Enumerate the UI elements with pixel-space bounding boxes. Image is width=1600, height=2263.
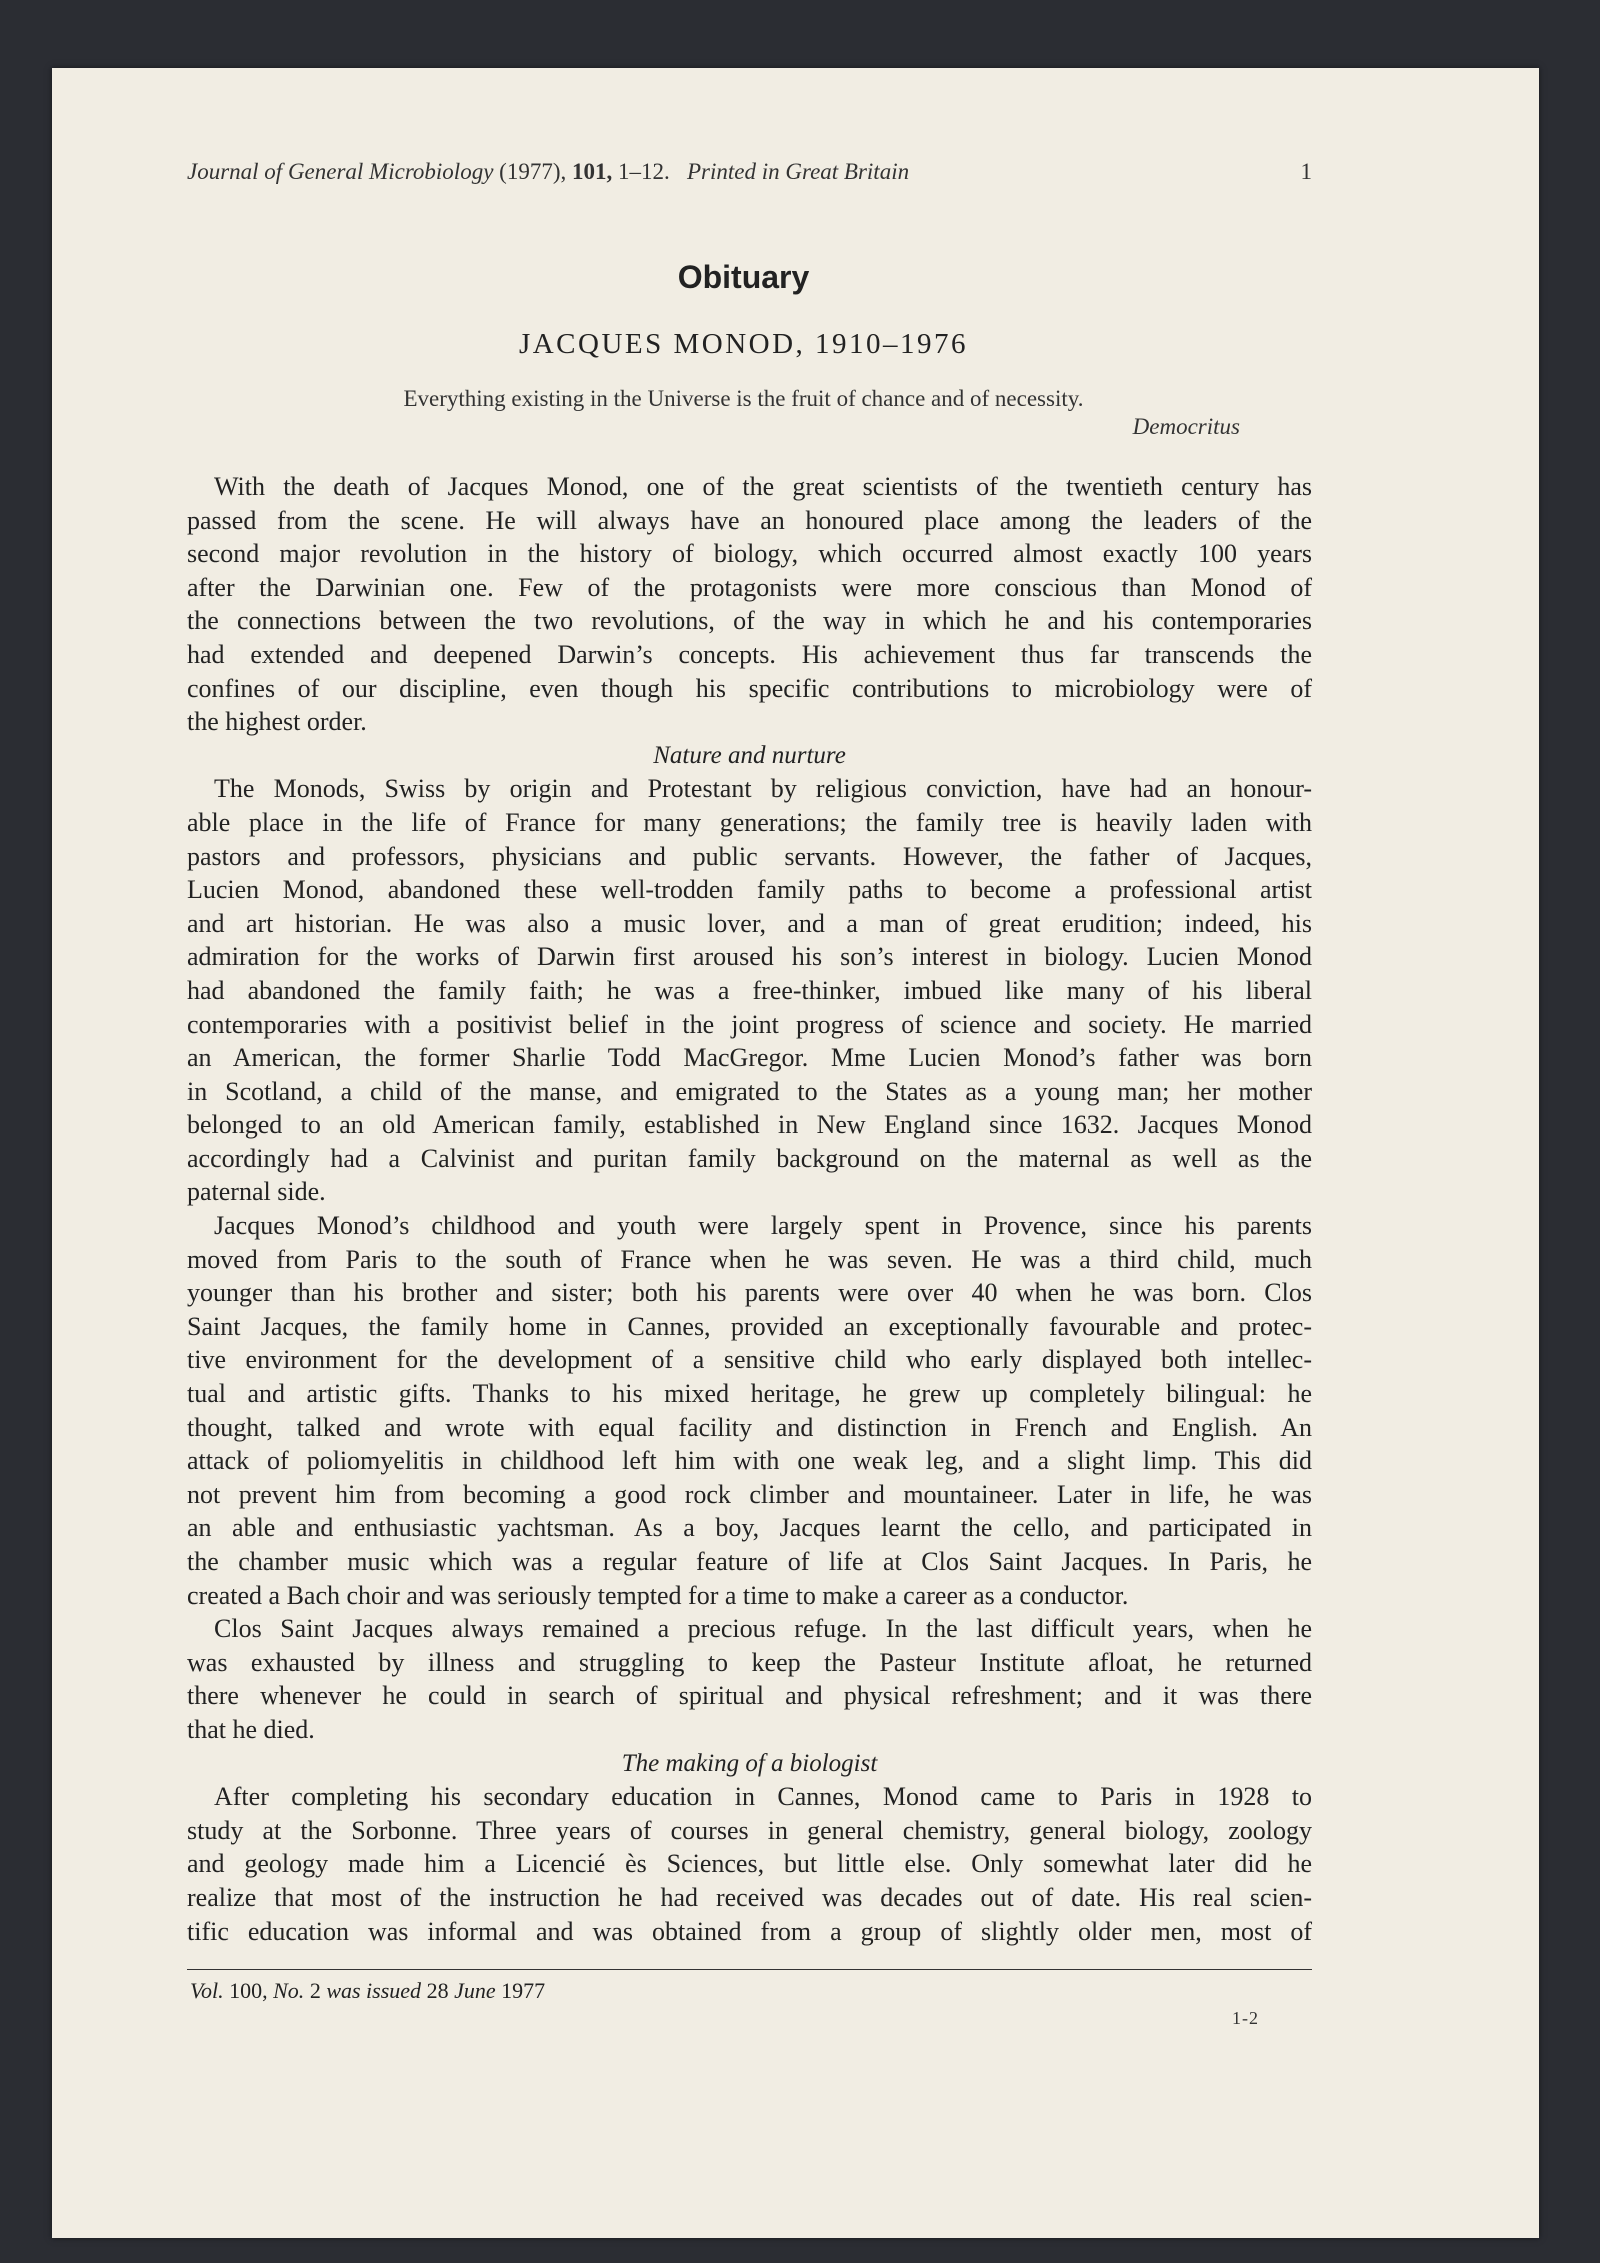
body-line: that he died. — [187, 1714, 315, 1744]
body-line: an able and enthusiastic yachtsman. As a boy, Jacques learnt the cello, and participated in — [187, 1513, 1312, 1543]
body-line: paternal side. — [187, 1177, 326, 1207]
body-line: there whenever he could in search of spiritual and physical refreshment; and it was there — [187, 1681, 1312, 1711]
body-line: moved from Paris to the south of France when he was seven. He was a third child, much — [187, 1244, 1312, 1274]
body-line: After completing his secondary education in Cannes, Monod came to Paris in 1928 to — [214, 1782, 1312, 1812]
epigraph-attribution: Democritus — [1132, 414, 1240, 439]
body-line: and art historian. He was also a music lover, and a man of great erudition; indeed, his — [187, 908, 1312, 938]
obituary-subject: JACQUES MONOD, 1910–1976 — [518, 328, 969, 360]
journal-year: (1977), — [499, 159, 567, 184]
body-line: the chamber music which was a regular feature of life at Clos Saint Jacques. In Paris, he — [187, 1547, 1312, 1576]
footnote-year: 1977 — [501, 1978, 546, 2003]
body-line: confines of our discipline, even though his specific contributions to microbiology were of — [187, 673, 1312, 703]
body-line: belonged to an old American family, established in New England since 1632. Jacques Monod — [187, 1110, 1312, 1140]
body-line: had extended and deepened Darwin’s concepts. His achievement thus far transcends the — [187, 639, 1312, 669]
footnote-no: No. — [273, 1978, 305, 2003]
body-line: younger than his brother and sister; both his parents were over 40 when he was born. Clos — [187, 1278, 1312, 1308]
body-line: second major revolution in the history of biology, which occurred almost exactly 100 years — [187, 539, 1312, 569]
body-line: Jacques Monod’s childhood and youth were largely spent in Provence, since his parents — [214, 1211, 1312, 1241]
footnote-divider — [187, 1969, 1312, 1970]
body-line: With the death of Jacques Monod, one of the great scientists of the twentieth century has — [214, 472, 1312, 501]
body-line: attack of poliomyelitis in childhood left him with one weak leg, and a slight limp. This did — [187, 1446, 1312, 1476]
running-header — [187, 159, 1312, 185]
page-number: 1 — [1300, 159, 1312, 184]
body-line: created a Bach choir and was seriously tempted for a time to make a career as a conductor. — [187, 1580, 1129, 1610]
body-line: the highest order. — [187, 707, 367, 737]
body-line: in Scotland, a child of the manse, and emigrated to the States as a young man; her mother — [187, 1076, 1312, 1106]
journal-name: Journal of General Microbiology — [187, 159, 494, 184]
section-heading: Nature and nurture — [653, 741, 846, 769]
body-line: tific education was informal and was obtained from a group of slightly older men, most of — [187, 1916, 1312, 1946]
epigraph-quote: Everything existing in the Universe is the fruit of chance and of necessity. — [403, 386, 1084, 411]
body-line: passed from the scene. He will always have an honoured place among the leaders of the — [187, 505, 1312, 535]
body-line: not prevent him from becoming a good rock climber and mountaineer. Later in life, he was — [187, 1479, 1312, 1509]
body-line: tive environment for the development of a sensitive child who early displayed both intellec- — [187, 1345, 1312, 1375]
issue-footnote — [190, 1978, 545, 2004]
body-line: tual and artistic gifts. Thanks to his mixed heritage, he grew up completely bilingual: he — [187, 1379, 1312, 1409]
footnote-month: June — [454, 1978, 496, 2003]
body-line: pastors and professors, physicians and public servants. However, the father of Jacques, — [187, 841, 1312, 871]
body-line: The Monods, Swiss by origin and Protestant by religious conviction, have had an honour- — [214, 774, 1312, 804]
body-line: after the Darwinian one. Few of the protagonists were more conscious than Monod of — [187, 572, 1312, 602]
body-line: thought, talked and wrote with equal facility and distinction in French and English. An — [187, 1412, 1312, 1442]
body-line: realize that most of the instruction he had received was decades out of date. His real scien- — [187, 1882, 1312, 1912]
section-heading: The making of a biologist — [621, 1749, 878, 1777]
body-line: study at the Sorbonne. Three years of courses in general chemistry, general biology, zoology — [187, 1815, 1312, 1845]
body-line: Saint Jacques, the family home in Cannes, provided an exceptionally favourable and protec- — [187, 1311, 1312, 1341]
footnote-vol: Vol. — [190, 1978, 224, 2003]
body-line: Clos Saint Jacques always remained a precious refuge. In the last difficult years, when he — [214, 1614, 1312, 1644]
article-body — [187, 470, 1312, 1948]
footnote-date: 28 — [426, 1978, 449, 2003]
body-line: contemporaries with a positivist belief in the joint progress of science and society. He married — [187, 1009, 1312, 1039]
body-line: Lucien Monod, abandoned these well-trodden family paths to become a professional artist — [187, 875, 1312, 905]
footnote-vol-number: 100, — [229, 1978, 268, 2003]
body-line: able place in the life of France for many generations; the family tree is heavily laden with — [187, 807, 1312, 837]
printed-note: Printed in Great Britain — [686, 159, 910, 184]
body-line: and geology made him a Licencié ès Sciences, but little else. Only somewhat later did he — [187, 1849, 1312, 1879]
body-line: accordingly had a Calvinist and puritan family background on the maternal as well as the — [187, 1143, 1312, 1173]
journal-volume: 101, — [571, 159, 613, 184]
body-line: an American, the former Sharlie Todd MacGregor. Mme Lucien Monod’s father was born — [187, 1043, 1312, 1073]
journal-pages: 1–12. — [617, 159, 670, 184]
signature-mark: 1-2 — [1232, 2008, 1259, 2028]
page-title: Obituary — [677, 259, 810, 295]
footnote-issued: was issued — [326, 1978, 422, 2003]
body-line: the connections between the two revolutions, of the way in which he and his contemporaries — [187, 606, 1312, 636]
footnote-no-number: 2 — [309, 1978, 321, 2003]
body-line: was exhausted by illness and struggling to keep the Pasteur Institute afloat, he returned — [187, 1647, 1312, 1677]
body-line: had abandoned the family faith; he was a free-thinker, imbued like many of his liberal — [187, 975, 1312, 1005]
body-line: admiration for the works of Darwin first aroused his son’s interest in biology. Lucien Monod — [187, 942, 1312, 972]
